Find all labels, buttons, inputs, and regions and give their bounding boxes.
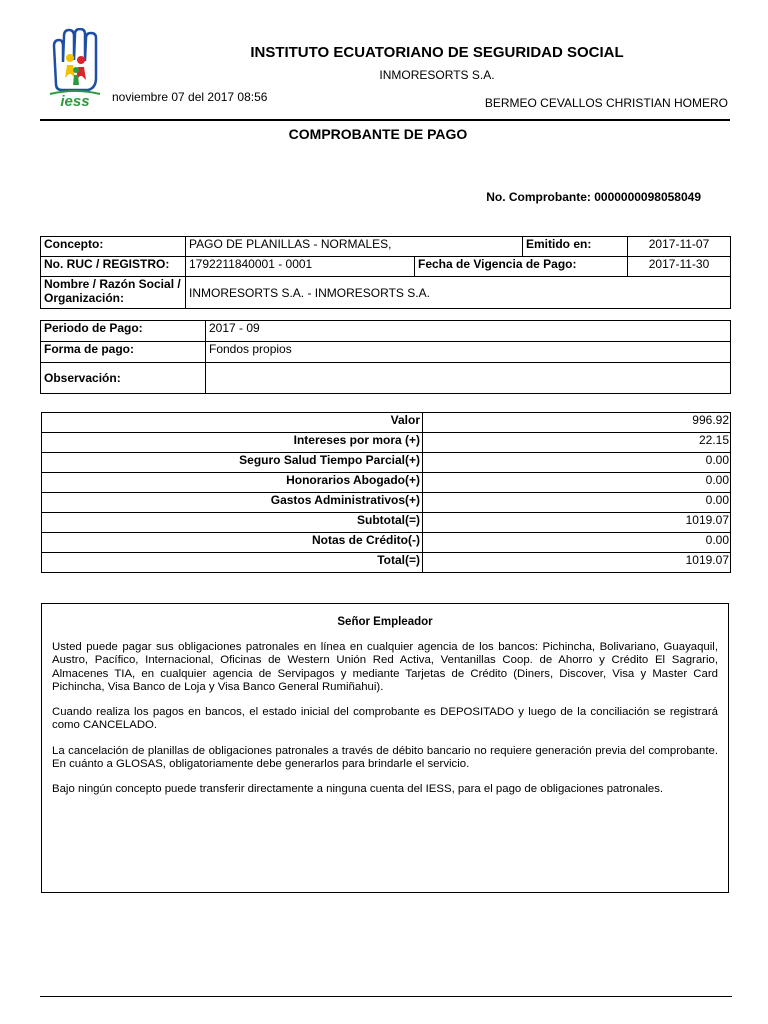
- nombre-value: INMORESORTS S.A. - INMORESORTS S.A.: [186, 277, 731, 309]
- amount-row: [42, 493, 731, 513]
- nombre-label-line2: Organización:: [44, 291, 125, 305]
- footer-divider: [40, 996, 732, 997]
- amount-label: Gastos Administrativos(+): [42, 493, 423, 513]
- amount-value: 0.00: [423, 473, 731, 493]
- amount-value: 0.00: [423, 533, 731, 553]
- iess-logo: [48, 28, 102, 108]
- forma-label: Forma de pago:: [41, 342, 206, 363]
- comprobante-value: 0000000098058049: [594, 190, 701, 204]
- amount-row: [42, 453, 731, 473]
- periodo-value: 2017 - 09: [206, 321, 731, 342]
- amount-value: 0.00: [423, 453, 731, 473]
- payment-table: [40, 320, 731, 394]
- notice-paragraph: Usted puede pagar sus obligaciones patronales en línea en cualquier agencia de los bancos: Pichincha, Bolivariano, Guayaquil, Austro, Pacífico, Internacional, Oficinas de Western Unión Red Activa, Ventanillas Coop. de Ahorro y Crédito El Sagrario, Almacenes TIA, en cualquier agencia de Servipagos y mediante Tarjetas de Crédito (Diners, Discover, Visa y Master Card Pichincha, Visa Banco de Loja y Visa Banco General Rumiñahui).: [52, 641, 718, 693]
- amount-label: Total(=): [42, 553, 423, 573]
- periodo-label: Periodo de Pago:: [41, 321, 206, 342]
- amount-value: 1019.07: [423, 513, 731, 533]
- comprobante-number: [400, 190, 701, 204]
- amount-label: Subtotal(=): [42, 513, 423, 533]
- amount-value: 1019.07: [423, 553, 731, 573]
- notice-paragraph: La cancelación de planillas de obligaciones patronales a través de débito bancario no requiere generación previa del comprobante. En cuánto a GLOSAS, obligatoriamente debe generarlos para brindarle el servicio.: [52, 744, 718, 771]
- institution-title: INSTITUTO ECUATORIANO DE SEGURIDAD SOCIAL: [250, 44, 624, 61]
- amounts-table: [41, 412, 731, 573]
- notice-paragraph: Bajo ningún concepto puede transferir directamente a ninguna cuenta del IESS, para el pago de obligaciones patronales.: [52, 783, 664, 796]
- amount-row: [42, 473, 731, 493]
- logo-text: iess: [60, 93, 90, 108]
- header-divider: [40, 119, 730, 121]
- employer-notice: [41, 603, 729, 893]
- emitido-label: Emitido en:: [523, 237, 628, 257]
- amount-row: [42, 533, 731, 553]
- amount-label: Valor: [42, 413, 423, 433]
- concepto-label: Concepto:: [41, 237, 186, 257]
- notice-paragraph: Cuando realiza los pagos en bancos, el estado inicial del comprobante es DEPOSITADO y luego de la conciliación se registrará como CANCELADO.: [52, 706, 718, 732]
- amount-row: [42, 433, 731, 453]
- amount-label: Honorarios Abogado(+): [42, 473, 423, 493]
- observacion-value: [206, 363, 731, 394]
- company-name: INMORESORTS S.A.: [379, 68, 495, 82]
- ruc-value: 1792211840001 - 0001: [186, 257, 415, 277]
- emitido-value: 2017-11-07: [628, 237, 731, 257]
- nombre-label: [41, 277, 186, 309]
- comprobante-label: No. Comprobante:: [486, 190, 591, 204]
- notice-title: Señor Empleador: [337, 616, 433, 628]
- amount-row: [42, 513, 731, 533]
- amount-label: Notas de Crédito(-): [42, 533, 423, 553]
- concepto-value: PAGO DE PLANILLAS - NORMALES,: [186, 237, 523, 257]
- amount-value: 0.00: [423, 493, 731, 513]
- info-table: [40, 236, 731, 309]
- document-title: COMPROBANTE DE PAGO: [288, 126, 468, 142]
- amount-row: [42, 553, 731, 573]
- vigencia-label: Fecha de Vigencia de Pago:: [415, 257, 628, 277]
- ruc-label: No. RUC / REGISTRO:: [41, 257, 186, 277]
- amount-label: Intereses por mora (+): [42, 433, 423, 453]
- print-datetime: noviembre 07 del 2017 08:56: [112, 90, 268, 104]
- amount-value: 22.15: [423, 433, 731, 453]
- forma-value: Fondos propios: [206, 342, 731, 363]
- amount-row: [42, 413, 731, 433]
- vigencia-value: 2017-11-30: [628, 257, 731, 277]
- amount-value: 996.92: [423, 413, 731, 433]
- amount-label: Seguro Salud Tiempo Parcial(+): [42, 453, 423, 473]
- nombre-label-line1: Nombre / Razón Social /: [44, 277, 181, 291]
- observacion-label: Observación:: [41, 363, 206, 394]
- user-name: BERMEO CEVALLOS CHRISTIAN HOMERO: [484, 96, 728, 110]
